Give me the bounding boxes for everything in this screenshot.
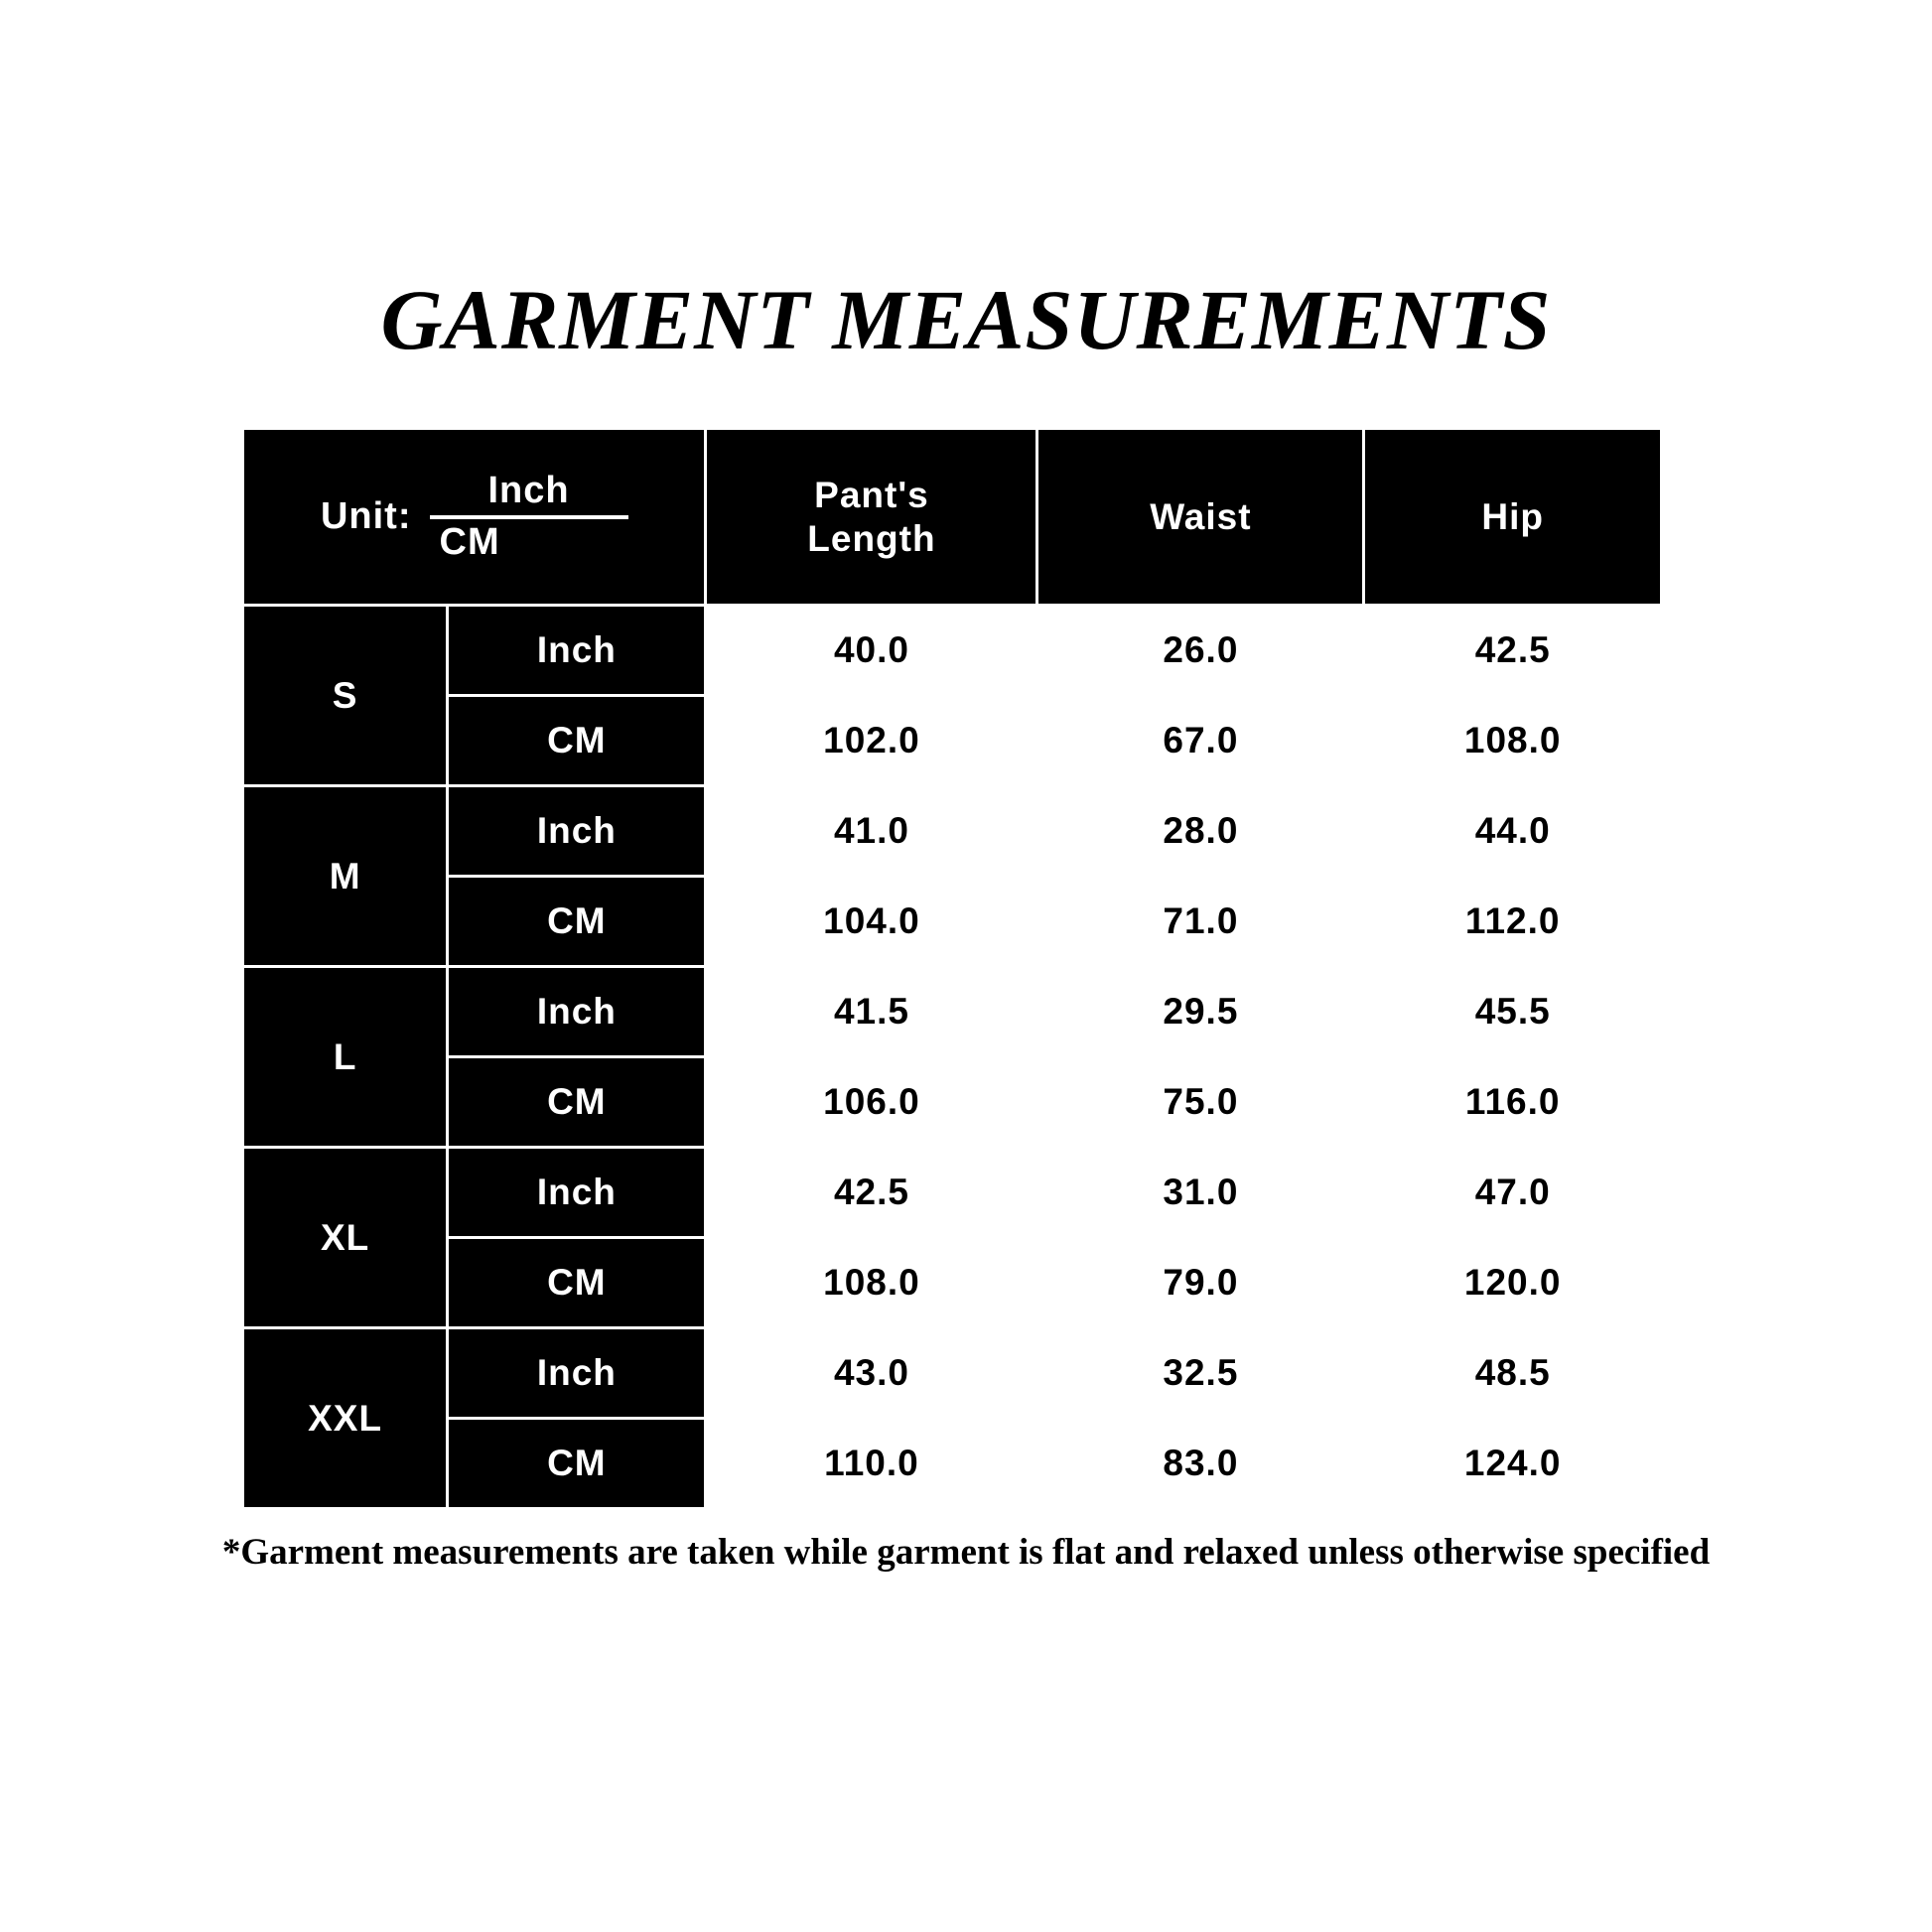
unit-fraction-numerator: Inch — [487, 469, 570, 511]
value-m-cm-waist: 71.0 — [1037, 877, 1364, 967]
value-l-inch-hip: 45.5 — [1364, 967, 1662, 1057]
size-label-xl: XL — [243, 1148, 448, 1328]
value-l-cm-pants-length: 106.0 — [706, 1057, 1037, 1148]
value-m-inch-pants-length: 41.0 — [706, 786, 1037, 877]
value-m-inch-waist: 28.0 — [1037, 786, 1364, 877]
unit-label-l-inch: Inch — [448, 967, 706, 1057]
table-row — [243, 1148, 1662, 1238]
column-header-hip: Hip — [1364, 429, 1662, 606]
unit-label-s-cm: CM — [448, 696, 706, 786]
table-row — [243, 696, 1662, 786]
value-xl-cm-pants-length: 108.0 — [706, 1238, 1037, 1328]
unit-label-l-cm: CM — [448, 1057, 706, 1148]
value-s-cm-pants-length: 102.0 — [706, 696, 1037, 786]
value-m-inch-hip: 44.0 — [1364, 786, 1662, 877]
table-row — [243, 786, 1662, 877]
table-row — [243, 606, 1662, 696]
size-label-xxl: XXL — [243, 1328, 448, 1509]
unit-label-s-inch: Inch — [448, 606, 706, 696]
measurements-table-container — [241, 427, 1663, 1510]
table-row — [243, 1238, 1662, 1328]
value-xl-inch-pants-length: 42.5 — [706, 1148, 1037, 1238]
value-s-cm-hip: 108.0 — [1364, 696, 1662, 786]
unit-label-m-cm: CM — [448, 877, 706, 967]
value-xxl-inch-pants-length: 43.0 — [706, 1328, 1037, 1419]
unit-label-xl-cm: CM — [448, 1238, 706, 1328]
measurements-table — [241, 427, 1663, 1510]
value-xxl-cm-waist: 83.0 — [1037, 1419, 1364, 1509]
value-s-inch-pants-length: 40.0 — [706, 606, 1037, 696]
value-l-cm-hip: 116.0 — [1364, 1057, 1662, 1148]
unit-header-cell — [243, 429, 706, 606]
value-xxl-cm-hip: 124.0 — [1364, 1419, 1662, 1509]
size-label-l: L — [243, 967, 448, 1148]
value-xl-inch-hip: 47.0 — [1364, 1148, 1662, 1238]
unit-header-label: Unit: — [320, 495, 412, 537]
footnote: *Garment measurements are taken while garment is flat and relaxed unless otherwise specified — [221, 1532, 1711, 1573]
unit-label-xl-inch: Inch — [448, 1148, 706, 1238]
table-row — [243, 1419, 1662, 1509]
value-m-cm-pants-length: 104.0 — [706, 877, 1037, 967]
value-xxl-inch-waist: 32.5 — [1037, 1328, 1364, 1419]
table-header-row — [243, 429, 1662, 606]
value-s-inch-hip: 42.5 — [1364, 606, 1662, 696]
size-label-s: S — [243, 606, 448, 786]
unit-label-xxl-inch: Inch — [448, 1328, 706, 1419]
table-row — [243, 877, 1662, 967]
column-header-pants-length-line2: Length — [807, 517, 936, 559]
unit-fraction-denominator: CM — [439, 520, 500, 563]
value-xxl-inch-hip: 48.5 — [1364, 1328, 1662, 1419]
table-row — [243, 967, 1662, 1057]
page-title: GARMENT MEASUREMENTS — [380, 272, 1552, 367]
value-l-cm-waist: 75.0 — [1037, 1057, 1364, 1148]
size-label-m: M — [243, 786, 448, 967]
unit-fraction — [430, 469, 628, 563]
column-header-waist: Waist — [1037, 429, 1364, 606]
unit-label-m-inch: Inch — [448, 786, 706, 877]
value-xl-cm-hip: 120.0 — [1364, 1238, 1662, 1328]
value-xxl-cm-pants-length: 110.0 — [706, 1419, 1037, 1509]
value-xl-cm-waist: 79.0 — [1037, 1238, 1364, 1328]
unit-label-xxl-cm: CM — [448, 1419, 706, 1509]
value-m-cm-hip: 112.0 — [1364, 877, 1662, 967]
value-s-cm-waist: 67.0 — [1037, 696, 1364, 786]
value-s-inch-waist: 26.0 — [1037, 606, 1364, 696]
table-row — [243, 1328, 1662, 1419]
table-row — [243, 1057, 1662, 1148]
column-header-pants-length-line1: Pant's — [814, 474, 929, 515]
column-header-pants-length — [706, 429, 1037, 606]
value-l-inch-waist: 29.5 — [1037, 967, 1364, 1057]
value-l-inch-pants-length: 41.5 — [706, 967, 1037, 1057]
value-xl-inch-waist: 31.0 — [1037, 1148, 1364, 1238]
